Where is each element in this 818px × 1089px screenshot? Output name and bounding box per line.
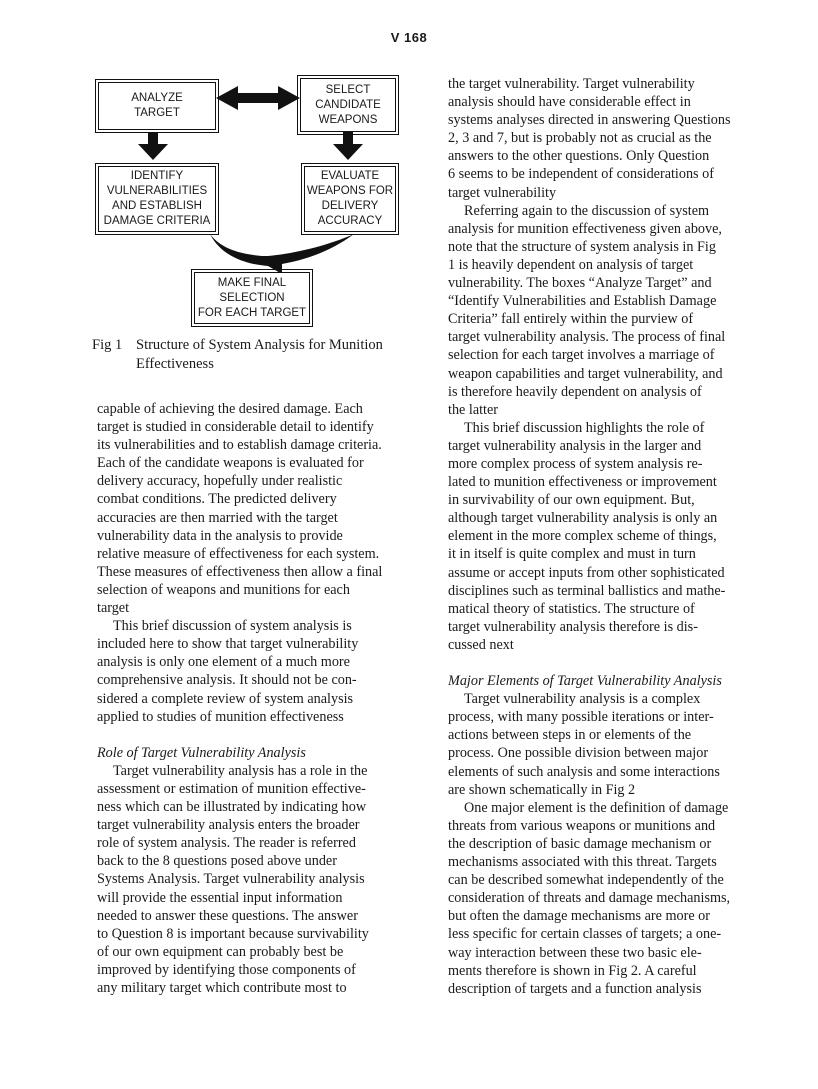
text-line: the description of basic damage mechanism or [448,835,712,852]
text-line: element in the more complex scheme of things, [448,528,717,545]
text-line: This brief discussion of system analysis is [113,618,352,635]
text-line: included here to show that target vulnerability [97,636,359,653]
text-line: to Question 8 is important because survivability [97,925,369,942]
text-line: selection for each target involves a marriage of [448,347,715,364]
text-line: matical theory of statistics. The structure of [448,600,695,617]
text-line: target vulnerability analysis therefore is dis- [448,618,698,635]
figure-1-diagram [92,74,412,334]
text-line: vulnerability data in the analysis to provide [97,527,343,544]
box-text: WEAPONS [318,113,378,126]
text-line: Systems Analysis. Target vulnerability analysis [97,871,365,888]
text-line: 1 is heavily dependent on analysis of target [448,256,694,273]
text-line: target vulnerability analysis. The process of final [448,329,726,346]
text-line: ments therefore is shown in Fig 2. A careful [448,962,697,979]
text-line: needed to answer these questions. The answer [97,907,358,924]
text-line: applied to studies of munition effectiveness [97,708,344,725]
blank-line [448,654,748,672]
text-line: comprehensive analysis. It should not be con- [97,672,357,689]
text-line: assessment or estimation of munition effective- [97,780,366,797]
text-line: 6 seems to be independent of considerations of [448,166,714,183]
caption-line-2: Effectiveness [136,356,214,372]
text-line: capable of achieving the desired damage. Each [97,401,363,417]
box-text: ACCURACY [317,215,383,227]
box-select-weapons [300,78,396,132]
text-line: process, with many possible iterations or inter- [448,709,714,726]
text-line: of our own equipment can probably best be [97,943,344,960]
box-text: FOR EACH TARGET [197,306,307,319]
text-line: role of system analysis. The reader is referred [97,835,356,852]
box-text: IDENTIFY [130,170,184,182]
box-text: VULNERABILITIES [106,185,208,197]
text-line: Target vulnerability analysis is a complex [464,691,701,708]
box-text: WEAPONS FOR [306,185,394,197]
text-line: Referring again to the discussion of system [464,202,710,219]
page-number: V 168 [390,30,428,45]
text-line: is therefore heavily dependent on analysis of [448,383,702,400]
text-line: These measures of effectiveness then allow a final [97,563,383,580]
text-line: more complex process of system analysis re- [448,455,703,472]
box-text: DELIVERY [321,200,379,212]
right-column-text [448,75,748,998]
text-line: less specific for certain classes of targets; a one- [448,926,722,943]
text-line: Target vulnerability analysis has a role in the [113,762,368,779]
figure-caption [92,336,412,374]
text-line: answers to the other questions. Only Question [448,148,710,165]
text-line: actions between steps in or elements of the [448,727,692,744]
text-line: target is studied in considerable detail to identify [97,419,374,436]
text-line: This brief discussion highlights the role of [464,419,705,436]
text-line: sidered a complete review of system analysis [97,690,354,707]
section-heading: Major Elements of Target Vulnerability Analysis [448,673,722,690]
text-line: it in itself is quite complex and must in turn [448,546,696,563]
text-line: disciplines such as terminal ballistics and mathe- [448,582,726,599]
box-evaluate-weapons [304,166,396,232]
text-line: threats from various weapons or munitions and [448,817,716,834]
box-text: TARGET [134,107,180,119]
text-line: although target vulnerability analysis is only an [448,510,718,527]
blank-line [97,726,397,744]
arrow-converge [210,234,354,274]
arrow-down-left [138,132,168,160]
text-line: target vulnerability analysis enters the broader [97,817,360,834]
box-text: DAMAGE CRITERIA [103,215,211,227]
arrow-down-right [333,132,363,160]
box-text: SELECT [325,83,371,96]
text-line: vulnerability. The boxes “Analyze Target” and [448,275,712,292]
text-line: lated to munition effectiveness or improvement [448,474,717,491]
text-line: Each of the candidate weapons is evaluated for [97,455,364,472]
text-line: analysis should have considerable effect in [448,94,691,111]
text-line: One major element is the definition of damage [464,799,729,816]
text-line: are shown schematically in Fig 2 [448,781,636,798]
text-line: but often the damage mechanisms are more or [448,908,710,925]
text-line: can be described somewhat independently of the [448,872,724,889]
text-line: will provide the essential input information [97,889,343,906]
text-line: assume or accept inputs from other sophisticated [448,564,725,581]
text-line: selection of weapons and munitions for each [97,581,350,598]
text-line: analysis for munition effectiveness given above, [448,220,722,237]
text-line: the latter [448,401,499,418]
box-identify-vulnerabilities [98,166,216,232]
caption-label: Fig 1 [92,337,123,353]
box-final-selection [194,272,310,324]
text-line: mechanisms associated with this threat. Targets [448,854,717,871]
section-heading: Role of Target Vulnerability Analysis [97,744,306,761]
text-line: description of targets and a function analysis [448,980,702,997]
box-text: SELECTION [219,291,285,304]
box-text: ANALYZE [131,92,183,104]
caption-line-1: Structure of System Analysis for Munition [136,337,383,353]
text-line: weapon capabilities and target vulnerability, and [448,365,723,382]
box-text: MAKE FINAL [217,276,287,289]
text-line: combat conditions. The predicted delivery [97,491,337,508]
text-line: way interaction between these two basic ele- [448,944,702,961]
text-line: ness which can be illustrated by indicating how [97,799,367,816]
text-line: consideration of threats and damage mechanisms, [448,890,731,907]
text-line: elements of such analysis and some interactions [448,763,720,780]
text-line: “Identify Vulnerabilities and Establish Damage [448,293,717,310]
text-line: process. One possible division between major [448,745,709,762]
text-line: 2, 3 and 7, but is probably not as crucial as the [448,130,712,147]
text-line: in survivability of our own equipment. But, [448,492,695,509]
text-line: systems analyses directed in answering Questions [448,112,731,129]
text-line: note that the structure of system analysis in Fig [448,238,716,255]
text-line: target [97,600,130,617]
text-line: back to the 8 questions posed above under [97,853,337,870]
double-arrow [216,86,300,110]
text-line: its vulnerabilities and to establish damage criteria. [97,437,382,454]
text-line: the target vulnerability. Target vulnerability [448,76,695,92]
text-line: Criteria” fall entirely within the purview of [448,311,694,328]
box-analyze-target [98,82,216,130]
text-line: target vulnerability [448,184,557,201]
box-text: EVALUATE [320,170,380,182]
text-line: target vulnerability analysis in the larger and [448,437,702,454]
left-column-text [97,400,397,997]
text-line: accuracies are then married with the target [97,509,338,526]
box-text: AND ESTABLISH [112,200,202,212]
box-text: CANDIDATE [315,98,381,111]
text-line: any military target which contribute most to [97,980,347,996]
text-line: improved by identifying those components of [97,961,356,978]
text-line: delivery accuracy, hopefully under realistic [97,473,343,490]
text-line: relative measure of effectiveness for each system. [97,545,380,562]
text-line: analysis is only one element of a much more [97,654,350,671]
text-line: cussed next [448,636,514,653]
